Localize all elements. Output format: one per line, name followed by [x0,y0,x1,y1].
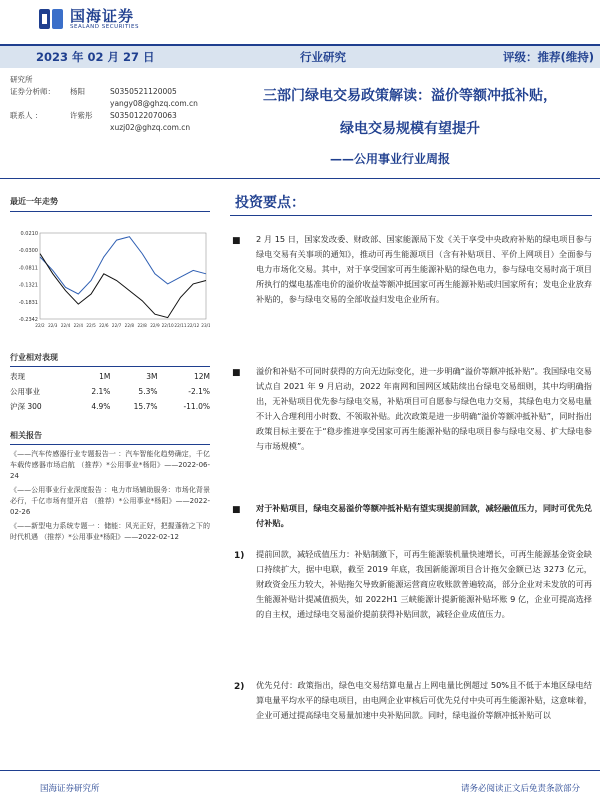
performance-label: 行业相对表现 [10,353,58,362]
table-row [10,399,210,414]
contact-id: S0350122070063 [110,111,177,120]
report-link[interactable]: 《——公用事业行业深度报告 ：电力市场辅助服务：市场化背景必行，千亿市场有望开启 （推荐）*公用事业*杨阳》——2022-02-26 [10,486,210,516]
bullet-icon: ■ [232,236,241,246]
paragraph-4: 提前回款，减轻成值压力：补贴制激下，可再生能源装机量快速增长，可再生能源基金资金缺口持续扩大，据中电联，截至 2019 年底，我国新能源项目合计拖欠金额已达 3273 亿元，财政资金压力较大，补贴拖欠导致新能源运营商应收账款普遍较高，部分企业对未发放的可再生能源补贴计提减值损失，如 2022H1 三峡能源计提新能源补贴坏账 9 亿，企业可提高选择的自主权，通过绿电交易溢价提前获得补贴回款，减轻企业成值压力。 [256,549,592,619]
table-header-row [10,369,210,384]
trend-chart [10,225,210,335]
list-number: 1) [234,551,245,561]
analyst-block [10,86,210,134]
performance-table [10,369,210,414]
report-link[interactable]: 《——新型电力系统专题一 ：储能：风光正好，把握蓬勃之下的时代机遇 （推荐）*公用事业*杨阳》——2022-02-12 [10,522,210,541]
key-points-rule [230,215,592,216]
x-tick-label: 22/8 [124,323,135,328]
paragraph-3: 对于补贴项目，绿电交易溢价等额冲抵补贴有望实现提前回款，减轻融值压力，同时可优先兑付补贴。 [256,503,592,528]
analyst-role: 证券分析师： [10,87,55,96]
table-header-cell: 3M [146,372,158,381]
institute-label: 研究所 [10,75,33,84]
report-subtitle: 绿电交易规模有望提升 [340,121,480,137]
trend-section [10,196,210,212]
x-tick-label: 22/2 [35,323,45,328]
y-tick-label: -0.0300 [18,248,38,255]
table-row [10,384,210,399]
footer-institute: 国海证券研究所 [40,784,100,794]
reports-label: 相关报告 [10,431,42,440]
performance-rule [10,366,210,367]
y-tick-label: -0.2342 [18,317,38,323]
report-link[interactable]: 《——汽车传感器行业专题报告一 ：汽车智能化趋势确定，千亿车载传感器市场启航 （推荐）*公用事业*杨阳》——2022-06-24 [10,450,210,480]
x-tick-label: 22/8 [137,323,147,328]
footer-disclaimer: 请务必阅读正文后免责条款部分 [460,784,580,794]
logo-name-cn: 国海证券 [70,6,135,25]
table-header-cell: 表现 [10,372,25,381]
bullet-icon: ■ [232,505,241,515]
y-tick-label: 0.0210 [20,231,38,237]
table-cell: 沪深 300 [10,402,42,411]
contact-email[interactable]: xuzj02@ghzq.com.cn [110,123,191,132]
report-type: 行业研究 [300,50,346,64]
footer-rule [0,770,600,771]
table-cell: -2.1% [188,387,210,396]
table-cell: -11.0% [183,402,210,411]
x-tick-label: 22/4 [60,323,71,328]
y-tick-label: -0.1831 [18,299,38,306]
reports-rule [10,444,210,445]
paragraph-2: 溢价和补贴不可同时获得的方向无边际变化，进一步明确“溢价等额冲抵补贴”。我国绿电交易试点自 2021 年 9 月启动，2022 年南网和国网区域陆续出台绿电交易细则，其中均明确指出，无补贴项目优先参与绿电交易，补贴项目可自愿参与绿色电力交易，其绿色电力交易电量不计入合理利用小时数、不领取补贴。此次政策是进一步明确“溢价等额冲抵补贴”，同时指出政策目标主要在于“稳步推进享受国家可再生能源补贴的绿电项目参与绿电交易、扩大绿电参与市场规模”。 [256,366,592,451]
header-bar [0,44,600,68]
x-tick-label: 22/5 [86,323,96,328]
bullet-icon: ■ [232,368,241,378]
series-line [40,254,206,318]
table-cell: 5.3% [138,387,158,396]
report-rating: 评级：推荐(维持) [502,50,594,64]
x-tick-label: 22/7 [111,323,122,328]
paragraph-5: 优先兑付：政策指出，绿色电交易结算电量占上网电量比例超过 50%且不低于本地区绿电结算电量平均水平的绿电项目，由电网企业审核后可优先兑付中央可再生能源补贴，这意味着，企业可通过提高绿电交易量加速中央补贴回款。同时，绿电溢价等额冲抵补贴可以 [256,680,592,720]
x-tick-label: 23/1 [201,323,210,328]
report-series: ——公用事业行业周报 [330,152,451,166]
analyst-id: S0350521120005 [110,87,177,96]
table-header-cell: 12M [193,372,210,381]
related-reports [10,430,210,546]
x-tick-label: 22/11 [174,323,187,328]
logo-mark-icon [38,6,64,32]
report-date: 2023 年 02 月 27 日 [36,50,155,64]
list-number: 2) [234,682,245,692]
x-tick-label: 22/6 [99,323,109,328]
y-tick-label: -0.1321 [18,282,38,289]
table-cell: 2.1% [91,387,111,396]
trend-chart-svg [10,225,210,335]
x-tick-label: 22/9 [150,323,160,328]
chart-frame [40,233,206,319]
paragraph-1: 2 月 15 日，国家发改委、财政部、国家能源局下发《关于享受中央政府补贴的绿电项目参与绿电交易有关事项的通知》，推动可再生能源项目（含有补贴项目、平价上网项目）全面参与电力市场化交易。其中，对于享受国家可再生能源补贴的绿色电力，参与绿电交易时高于项目所执行的煤电基准电价的溢价收益等额冲抵国家可再生能源补贴或归国家所有；发电企业放弃补贴的，参与绿电交易的全部收益归发电企业所有。 [256,234,592,304]
performance-section [10,352,210,414]
table-cell: 公用事业 [10,387,40,396]
analyst-name: 杨阳 [70,87,85,96]
x-tick-label: 22/10 [161,323,174,328]
logo-name-en: SEALAND SECURITIES [70,23,140,30]
table-cell: 4.9% [91,402,111,411]
table-header-cell: 1M [99,372,111,381]
analyst-email[interactable]: yangy08@ghzq.com.cn [110,99,198,108]
y-tick-label: -0.0811 [18,265,38,272]
x-tick-label: 22/3 [48,323,58,328]
contact-name: 许紫彤 [70,111,93,120]
header-divider [0,178,600,179]
report-title: 三部门绿电交易政策解读：溢价等额冲抵补贴， [263,88,557,104]
key-points-title: 投资要点： [235,195,305,211]
table-cell: 15.7% [133,402,158,411]
x-tick-label: 22/12 [187,323,200,328]
trend-label: 最近一年走势 [10,197,58,206]
trend-rule [10,211,210,212]
x-tick-label: 22/4 [73,323,84,328]
contact-role: 联系人 ： [10,111,43,120]
company-logo [38,4,139,34]
